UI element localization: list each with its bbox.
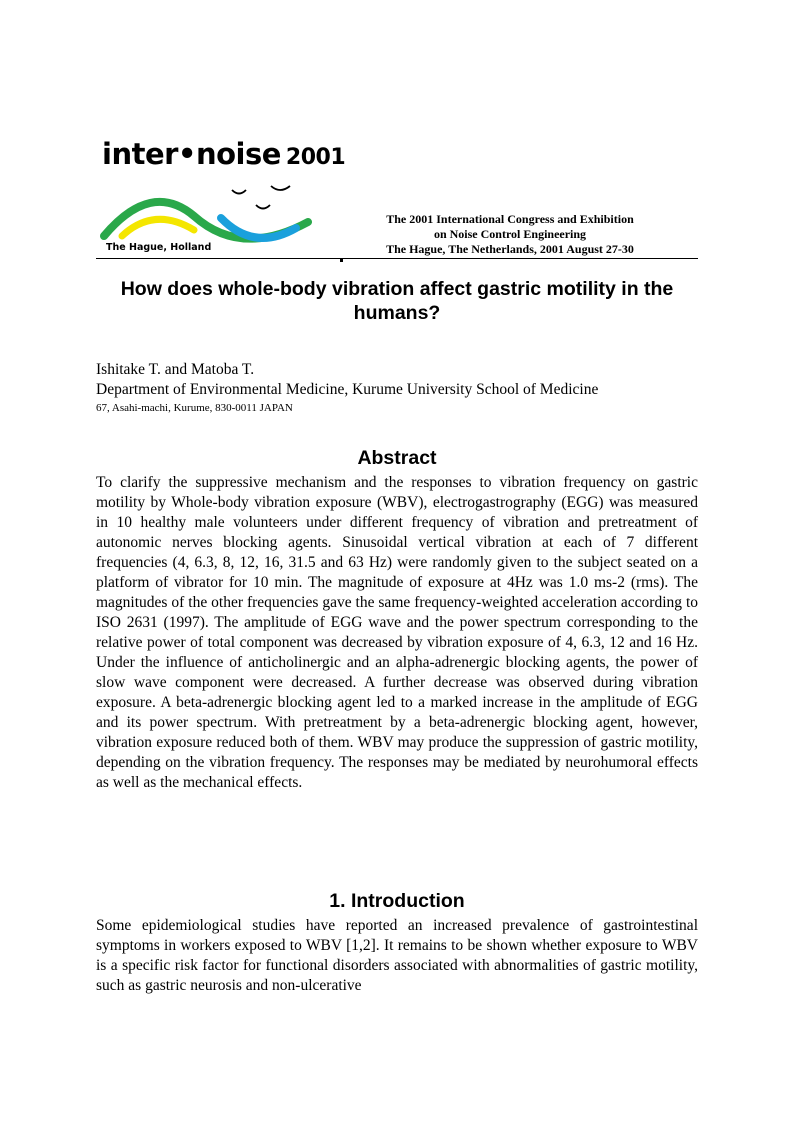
- logo-wordmark: [102, 136, 345, 176]
- author-address: 67, Asahi-machi, Kurume, 830-0011 JAPAN: [96, 402, 293, 414]
- logo-waves-graphic: [96, 172, 326, 252]
- introduction-heading: 1. Introduction: [329, 890, 465, 912]
- logo-smile-3: [271, 186, 290, 190]
- logo-name: inter•noise: [102, 137, 281, 171]
- abstract-text: To clarify the suppressive mechanism and the responses to vibration frequency on gastric motility by Whole-body vibration exposure (WBV), electrogastrography (EGG) was measured in 10 healthy male volunteers under different frequency of vibration and pretreatment of autonomic nerves blocking agents. Sinusoidal vertical vibration at each of 7 different frequencies (4, 6.3, 8, 12, 16, 31.5 and 63 Hz) were randomly given to the subject seated on a platform of vibrator for 10 min. The magnitude of exposure at 4Hz was 1.0 ms-2 (rms). The magnitudes of the other frequencies gave the same frequency-weighted acceleration according to ISO 2631 (1997). The amplitude of EGG wave and the power spectrum corresponding to the relative power of total component was decreased by vibration exposure of 4, 6.3, 12 and 16 Hz. Under the influence of anticholinergic and an alpha-adrenergic blocking agents, the power of slow wave component were decreased. A further decrease was observed during vibration exposure. A beta-adrenergic blocking agent led to a marked increase in the amplitude of EGG and its power spectrum. With pretreatment by a beta-adrenergic blocking agent, however, vibration exposure reduced both of them. WBV may produce the suppression of gastric motility, depending on the vibration frequency. The responses may be mediated by neurohumoral effects as well as the mechanical effects.: [96, 474, 698, 791]
- logo-yellow-wave: [122, 219, 194, 236]
- paper-authors: Ishitake T. and Matoba T.: [96, 361, 255, 378]
- logo-location: The Hague, Holland: [106, 242, 212, 253]
- logo-smile-2: [256, 205, 270, 209]
- author-affiliation: Department of Environmental Medicine, Kurume University School of Medicine: [96, 381, 599, 398]
- introduction-text: Some epidemiological studies have reported an increased prevalence of gastrointestinal symptoms in workers exposed to WBV [1,2]. It remains to be shown whether exposure to WBV is a specific risk factor for functional disorders associated with abnormalities of gastric motility, such as gastric neurosis and non-ulcerative: [96, 917, 698, 994]
- logo-year: 2001: [285, 145, 346, 170]
- conference-info: [340, 212, 680, 257]
- header-rule-mark: [340, 259, 343, 262]
- conference-line-3: The Hague, The Netherlands, 2001 August 27-30: [386, 242, 634, 256]
- conference-line-1: The 2001 International Congress and Exhibition: [386, 212, 634, 226]
- header-rule: [96, 258, 698, 259]
- paper-title: How does whole-body vibration affect gastric motility in the humans?: [120, 278, 674, 324]
- abstract-heading: Abstract: [357, 447, 437, 469]
- logo-smile-1: [232, 190, 246, 194]
- conference-line-2: on Noise Control Engineering: [433, 227, 587, 241]
- inter-noise-logo: [96, 136, 346, 261]
